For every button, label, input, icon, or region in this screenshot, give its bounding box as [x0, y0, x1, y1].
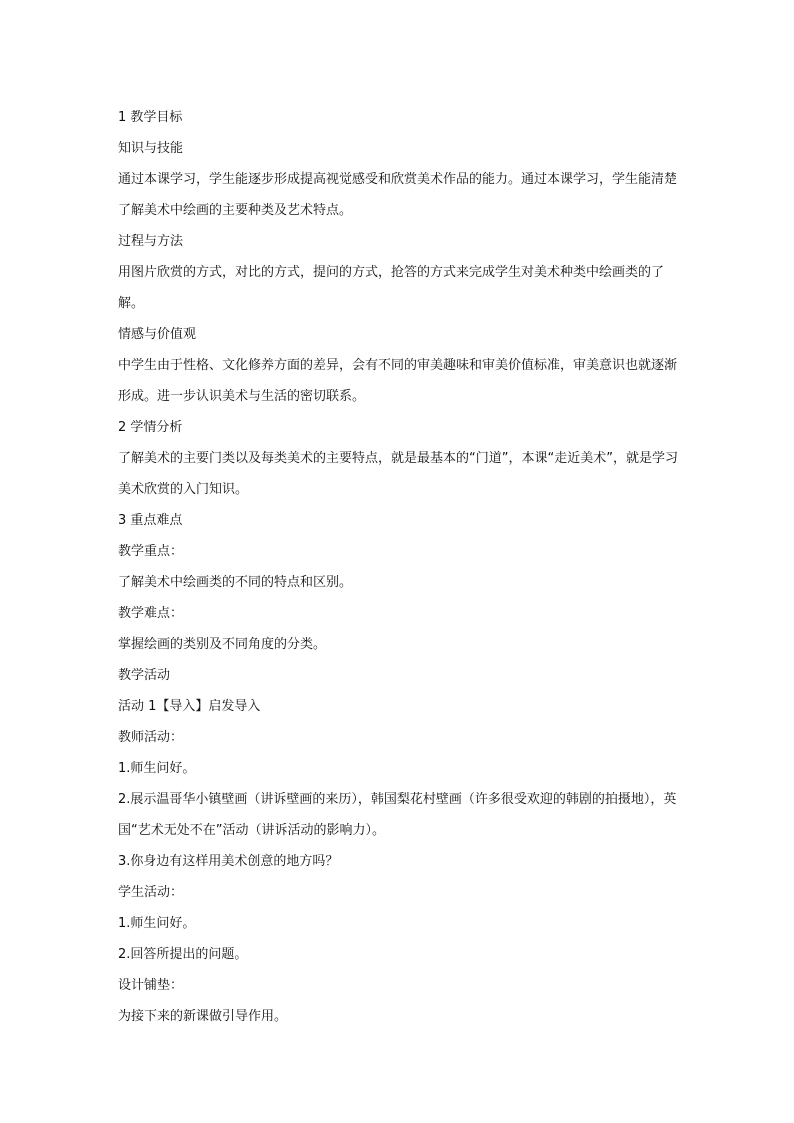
subheading-design-setup: 设计铺垫： [118, 978, 184, 993]
teacher-activity-3: 3.你身边有这样用美术创意的地方吗？ [118, 854, 339, 869]
paragraph-teaching-difficulty: 掌握绘画的类别及不同角度的分类。 [118, 637, 327, 652]
subheading-teacher-activities: 教师活动： [118, 730, 184, 745]
section-heading-teaching-activities: 教学活动 [118, 668, 171, 683]
teacher-activity-2: 2.展示温哥华小镇壁画（讲诉壁画的来历），韩国梨花村壁画（许多很受欢迎的韩剧的拍摄地），英国“艺术无处不在”活动（讲诉活动的影响力）。 [118, 792, 677, 838]
student-activity-1: 1.师生问好。 [118, 916, 196, 931]
section-heading-student-analysis: 2 学情分析 [118, 420, 183, 435]
subheading-process-method: 过程与方法 [118, 234, 184, 249]
teacher-activity-1: 1.师生问好。 [118, 761, 196, 776]
document-body [118, 102, 678, 1032]
student-activity-2: 2.回答所提出的问题。 [118, 947, 248, 962]
paragraph-design-setup: 为接下来的新课做引导作用。 [118, 1009, 288, 1024]
subheading-knowledge-skills: 知识与技能 [118, 141, 184, 156]
paragraph-teaching-focus: 了解美术中绘画类的不同的特点和区别。 [118, 575, 353, 590]
paragraph-process-method: 用图片欣赏的方式，对比的方式，提问的方式，抢答的方式来完成学生对美术种类中绘画类的了解。 [118, 265, 665, 311]
paragraph-emotion-values: 中学生由于性格、文化修养方面的差异，会有不同的审美趣味和审美价值标准，审美意识也就逐渐形成。进一步认识美术与生活的密切联系。 [118, 358, 678, 404]
section-heading-teaching-goals: 1 教学目标 [118, 110, 183, 125]
paragraph-knowledge-skills: 通过本课学习，学生能逐步形成提高视觉感受和欣赏美术作品的能力。通过本课学习，学生能清楚了解美术中绘画的主要种类及艺术特点。 [118, 172, 678, 218]
subheading-student-activities: 学生活动： [118, 885, 184, 900]
activity-heading-1: 活动 1【导入】启发导入 [118, 699, 261, 714]
subheading-teaching-difficulty: 教学难点： [118, 606, 184, 621]
subheading-teaching-focus: 教学重点： [118, 544, 184, 559]
subheading-emotion-values: 情感与价值观 [118, 327, 197, 342]
section-heading-key-difficult-points: 3 重点难点 [118, 513, 183, 528]
paragraph-student-analysis: 了解美术的主要门类以及每类美术的主要特点，就是最基本的“门道”，本课“走近美术”，就是学习美术欣赏的入门知识。 [118, 451, 678, 497]
